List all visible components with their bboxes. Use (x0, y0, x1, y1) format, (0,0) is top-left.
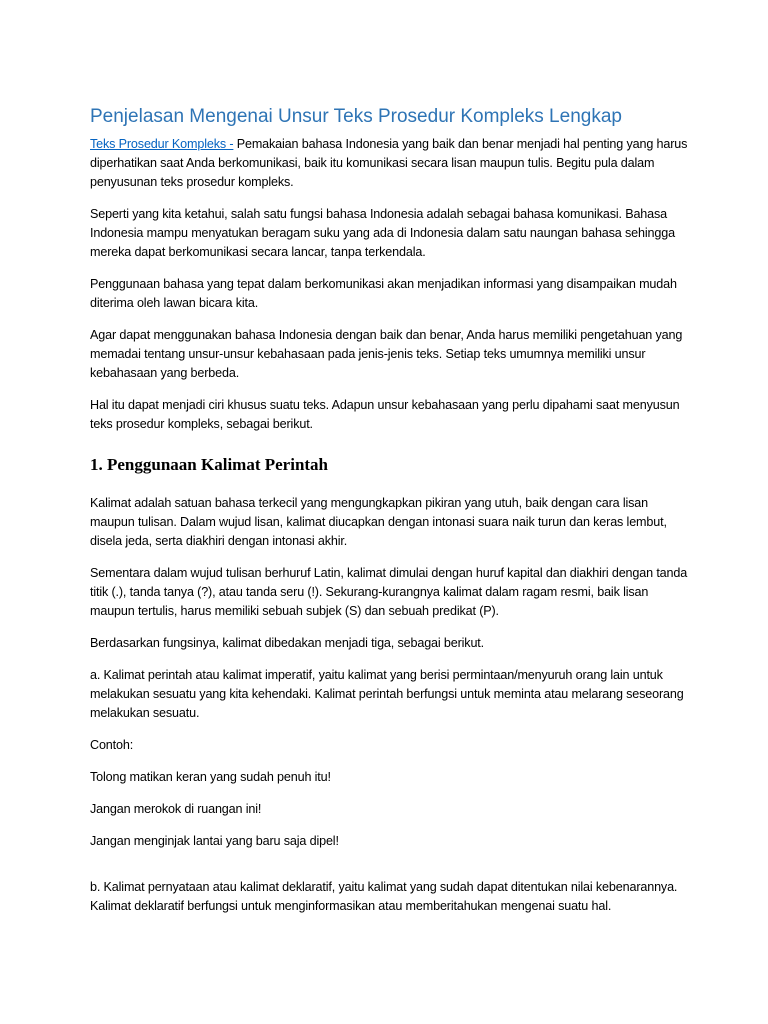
section-paragraph-2: Sementara dalam wujud tulisan berhuruf Latin, kalimat dimulai dengan huruf kapital dan diakhiri dengan tanda titik (.), tanda tanya (?), atau tanda seru (!). Sekurang-kurangnya kalimat dalam ragam resmi, baik lisan maupun tertulis, harus memiliki sebuah subjek (S) dan sebuah predikat (P). (90, 566, 688, 618)
blank-line (90, 864, 690, 878)
section-paragraph-3: Berdasarkan fungsinya, kalimat dibedakan menjadi tiga, sebagai berikut. (90, 636, 484, 650)
section-paragraph-4: a. Kalimat perintah atau kalimat imperatif, yaitu kalimat yang berisi permintaan/menyuruh orang lain untuk melakukan sesuatu yang kita kehendaki. Kalimat perintah berfungsi untuk meminta atau melarang seseorang melakukan sesuatu. (90, 668, 684, 720)
section-heading: 1. Penggunaan Kalimat Perintah (90, 455, 329, 474)
paragraph-3: Agar dapat menggunakan bahasa Indonesia dengan baik dan benar, Anda harus memiliki pengetahuan yang memadai tentang unsur-unsur kebahasaan pada jenis-jenis teks. Setiap teks umumnya memiliki unsur kebahasaan yang berbeda. (90, 328, 683, 380)
document-title: Penjelasan Mengenai Unsur Teks Prosedur Kompleks Lengkap (90, 106, 622, 127)
example-3: Jangan menginjak lantai yang baru saja dipel! (90, 834, 339, 848)
paragraph-2: Penggunaan bahasa yang tepat dalam berkomunikasi akan menjadikan informasi yang disampaikan mudah diterima oleh lawan bicara kita. (90, 277, 677, 310)
section-paragraph-b: b. Kalimat pernyataan atau kalimat deklaratif, yaitu kalimat yang sudah dapat ditentukan nilai kebenarannya. Kalimat deklaratif berfungsi untuk menginformasikan atau memberitahukan mengenai suatu hal. (90, 880, 678, 913)
document-page (90, 104, 690, 929)
section-paragraph-1: Kalimat adalah satuan bahasa terkecil yang mengungkapkan pikiran yang utuh, baik dengan cara lisan maupun tulisan. Dalam wujud lisan, kalimat diucapkan dengan intonasi suara naik turun dan keras lembut, disela jeda, serta diakhiri dengan intonasi akhir. (90, 496, 667, 548)
example-2: Jangan merokok di ruangan ini! (90, 802, 262, 816)
example-label: Contoh: (90, 738, 134, 752)
intro-text: Pemakaian bahasa Indonesia yang baik dan benar menjadi hal penting yang harus diperhatikan saat Anda berkomunikasi, baik itu komunikasi secara lisan maupun tulis. Begitu pula dalam penyusunan teks prosedur kompleks. (90, 137, 688, 189)
intro-link[interactable]: Teks Prosedur Kompleks - (90, 137, 234, 151)
paragraph-4: Hal itu dapat menjadi ciri khusus suatu teks. Adapun unsur kebahasaan yang perlu dipahami saat menyusun teks prosedur kompleks, sebagai berikut. (90, 398, 680, 431)
intro-paragraph (90, 135, 690, 192)
paragraph-1: Seperti yang kita ketahui, salah satu fungsi bahasa Indonesia adalah sebagai bahasa komunikasi. Bahasa Indonesia mampu menyatukan beragam suku yang ada di Indonesia dalam satu naungan bahasa sehingga mereka dapat berkomunikasi secara lancar, tanpa terkendala. (90, 207, 675, 259)
example-1: Tolong matikan keran yang sudah penuh itu! (90, 770, 331, 784)
